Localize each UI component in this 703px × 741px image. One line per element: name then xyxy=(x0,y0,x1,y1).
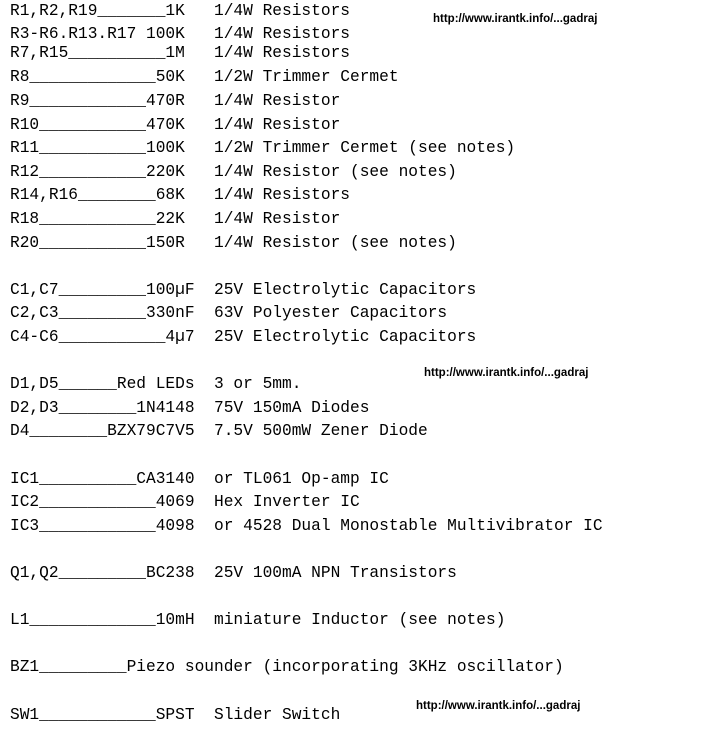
part-line-ic1: IC1__________CA3140 or TL061 Op-amp IC xyxy=(10,470,389,488)
part-line-r10: R10___________470K 1/4W Resistor xyxy=(10,116,341,134)
part-line-r7-r15: R7,R15__________1M 1/4W Resistors xyxy=(10,44,350,62)
part-line-d4: D4________BZX79C7V5 7.5V 500mW Zener Diode xyxy=(10,422,428,440)
part-line-bz1: BZ1_________Piezo sounder (incorporating 3KHz oscillator) xyxy=(10,658,564,676)
part-line-d1-d5: D1,D5______Red LEDs 3 or 5mm. xyxy=(10,375,302,393)
part-line-sw1: SW1____________SPST Slider Switch xyxy=(10,706,341,724)
part-line-q1-q2: Q1,Q2_________BC238 25V 100mA NPN Transistors xyxy=(10,564,457,582)
part-line-r3-r6: R3-R6.R13.R17 100K 1/4W Resistors xyxy=(10,25,350,43)
part-line-r14-r16: R14,R16________68K 1/4W Resistors xyxy=(10,186,350,204)
part-line-r11: R11___________100K 1/2W Trimmer Cermet (see notes) xyxy=(10,139,516,157)
part-line-ic3: IC3____________4098 or 4528 Dual Monostable Multivibrator IC xyxy=(10,517,603,535)
part-line-r8: R8_____________50K 1/2W Trimmer Cermet xyxy=(10,68,399,86)
watermark-bottom: http://www.irantk.info/...gadraj xyxy=(416,700,581,712)
part-line-c2-c3: C2,C3_________330nF 63V Polyester Capacitors xyxy=(10,304,448,322)
part-line-r18: R18____________22K 1/4W Resistor xyxy=(10,210,341,228)
part-line-l1: L1_____________10mH miniature Inductor (see notes) xyxy=(10,611,506,629)
part-line-ic2: IC2____________4069 Hex Inverter IC xyxy=(10,493,360,511)
part-line-r9: R9____________470R 1/4W Resistor xyxy=(10,92,341,110)
part-line-r1-r2-r19: R1,R2,R19_______1K 1/4W Resistors xyxy=(10,2,350,20)
part-line-c1-c7: C1,C7_________100µF 25V Electrolytic Capacitors xyxy=(10,281,477,299)
part-line-c4-c6: C4-C6___________4µ7 25V Electrolytic Capacitors xyxy=(10,328,477,346)
part-line-r20: R20___________150R 1/4W Resistor (see notes) xyxy=(10,234,457,252)
part-line-r12: R12___________220K 1/4W Resistor (see notes) xyxy=(10,163,457,181)
watermark-middle: http://www.irantk.info/...gadraj xyxy=(424,367,589,379)
part-line-d2-d3: D2,D3________1N4148 75V 150mA Diodes xyxy=(10,399,370,417)
watermark-top: http://www.irantk.info/...gadraj xyxy=(433,13,598,25)
